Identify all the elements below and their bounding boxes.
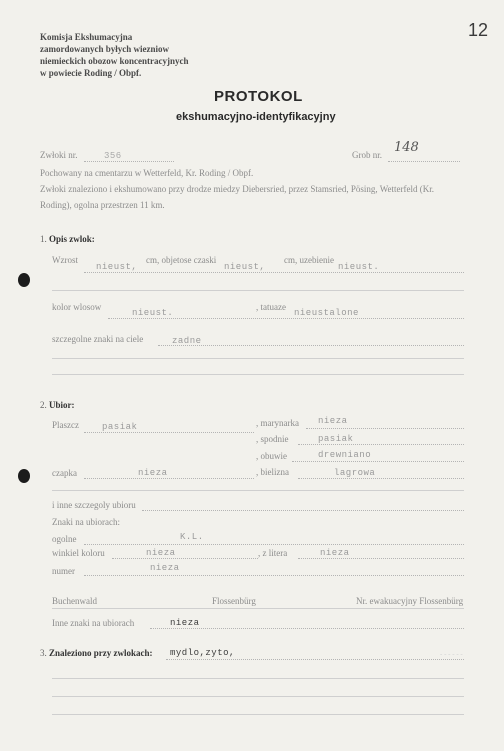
found-items-line-2 <box>52 678 464 679</box>
general-marks-value: K.L. <box>180 532 204 542</box>
header-line-2: zamordowanych byłych wiezniow <box>40 44 169 54</box>
grave-number-value: 148 <box>394 140 419 155</box>
corpse-number-label: Zwłoki nr. <box>40 150 78 160</box>
section-3-heading <box>40 648 153 658</box>
height-line <box>84 272 464 273</box>
tattoo-value: nieustalone <box>294 308 359 318</box>
distinguishing-marks-line-3 <box>52 374 464 375</box>
teeth-label: cm, uzebienie <box>284 255 334 265</box>
shoes-line <box>292 461 464 462</box>
section-2-title: Ubior: <box>49 400 75 410</box>
found-items-line <box>166 659 464 660</box>
teeth-value: nieust. <box>338 262 380 272</box>
general-marks-label: ogolne <box>52 534 77 544</box>
other-clothing-line <box>142 510 464 511</box>
letter-value: nieza <box>320 548 350 558</box>
number-value: nieza <box>150 563 180 573</box>
section-3-number: 3. <box>40 648 47 658</box>
underwear-line <box>298 478 464 479</box>
underwear-value: lagrowa <box>334 468 376 478</box>
evacuation-number-flossenburg: Nr. ewakuacyjny Flossenbürg <box>356 596 464 606</box>
header-line-3: niemieckich obozow koncentracyjnych <box>40 56 189 66</box>
page-title: PROTOKOL <box>214 88 303 105</box>
underwear-label: , bielizna <box>256 467 289 477</box>
trousers-label: , spodnie <box>256 434 289 444</box>
number-label: numer <box>52 566 75 576</box>
trousers-line <box>298 444 464 445</box>
found-location-text-2: Roding), ogolna przestrzen 11 km. <box>40 200 165 210</box>
height-value: nieust, <box>96 262 138 272</box>
section-1-number: 1. <box>40 234 47 244</box>
other-clothing-marks-value: nieza <box>170 618 200 628</box>
corpse-number-value: 356 <box>104 151 122 161</box>
shoes-label: , obuwie <box>256 451 287 461</box>
coat-line <box>84 432 254 433</box>
section-2-heading <box>40 400 75 410</box>
found-items-line-4 <box>52 714 464 715</box>
hair-color-label: kolor wlosow <box>52 302 102 312</box>
corpse-number-line <box>84 161 174 162</box>
section-1-title: Opis zwlok: <box>49 234 95 244</box>
header-line-1: Komisja Ekshumacyjna <box>40 32 133 42</box>
triangle-color-label: winkiel koloru <box>52 548 105 558</box>
height-label: Wzrost <box>52 255 78 265</box>
grave-number-line <box>388 161 460 162</box>
grave-number-label: Grob nr. <box>352 150 382 160</box>
distinguishing-marks-label: szczegolne znaki na ciele <box>52 334 144 344</box>
clothing-line-extra <box>52 490 464 491</box>
camp-buchenwald: Buchenwald <box>52 596 97 606</box>
page-number: 12 <box>468 20 489 40</box>
clothing-marks-heading: Znaki na ubiorach: <box>52 517 120 527</box>
other-clothing-marks-line <box>150 628 464 629</box>
cap-label: czapka <box>52 468 77 478</box>
tattoo-label: , tatuaze <box>256 302 286 312</box>
cap-value: nieza <box>138 468 168 478</box>
bleed-through-mark: - - - - - - <box>440 650 463 658</box>
letter-line <box>298 558 464 559</box>
jacket-value: nieza <box>318 416 348 426</box>
hair-color-line <box>108 318 464 319</box>
other-clothing-marks-label: Inne znaki na ubiorach <box>52 618 135 628</box>
triangle-color-value: nieza <box>146 548 176 558</box>
found-items-value: mydlo,zyto, <box>170 648 235 658</box>
coat-value: pasiak <box>102 422 138 432</box>
other-clothing-label: i inne szczegoly ubioru <box>52 500 136 510</box>
hair-color-value: nieust. <box>132 308 174 318</box>
skull-label: cm, objetose czaski <box>146 255 217 265</box>
found-location-text-1: Zwłoki znaleziono i ekshumowano przy drodze miedzy Diebersried, przez Stamsried, Pösing, Wetterfeld (Kr. <box>40 184 434 194</box>
general-marks-line <box>84 544 464 545</box>
section-1-heading <box>40 234 95 244</box>
found-items-line-3 <box>52 696 464 697</box>
number-line <box>84 575 464 576</box>
distinguishing-marks-line-2 <box>52 358 464 359</box>
page-subtitle: ekshumacyjno-identyfikacyjny <box>176 111 336 123</box>
camp-line <box>52 608 464 609</box>
skull-value: nieust, <box>224 262 266 272</box>
punch-hole-bottom <box>18 469 30 483</box>
triangle-color-line <box>112 558 258 559</box>
letter-label: , z litera <box>258 548 288 558</box>
jacket-line <box>306 428 464 429</box>
jacket-label: , marynarka <box>256 418 299 428</box>
section-2-number: 2. <box>40 400 47 410</box>
height-line-2 <box>52 290 464 291</box>
cap-line <box>84 478 254 479</box>
header-line-4: w powiecie Roding / Obpf. <box>40 68 142 78</box>
coat-label: Plaszcz <box>52 420 79 430</box>
shoes-value: drewniano <box>318 450 372 460</box>
section-3-title: Znaleziono przy zwlokach: <box>49 648 153 658</box>
distinguishing-marks-line <box>158 345 464 346</box>
punch-hole-top <box>18 273 30 287</box>
burial-place-text: Pochowany na cmentarzu w Wetterfeld, Kr. Roding / Obpf. <box>40 168 254 178</box>
trousers-value: pasiak <box>318 434 354 444</box>
camp-flossenburg: Flossenbürg <box>212 596 256 606</box>
distinguishing-marks-value: zadne <box>172 336 202 346</box>
